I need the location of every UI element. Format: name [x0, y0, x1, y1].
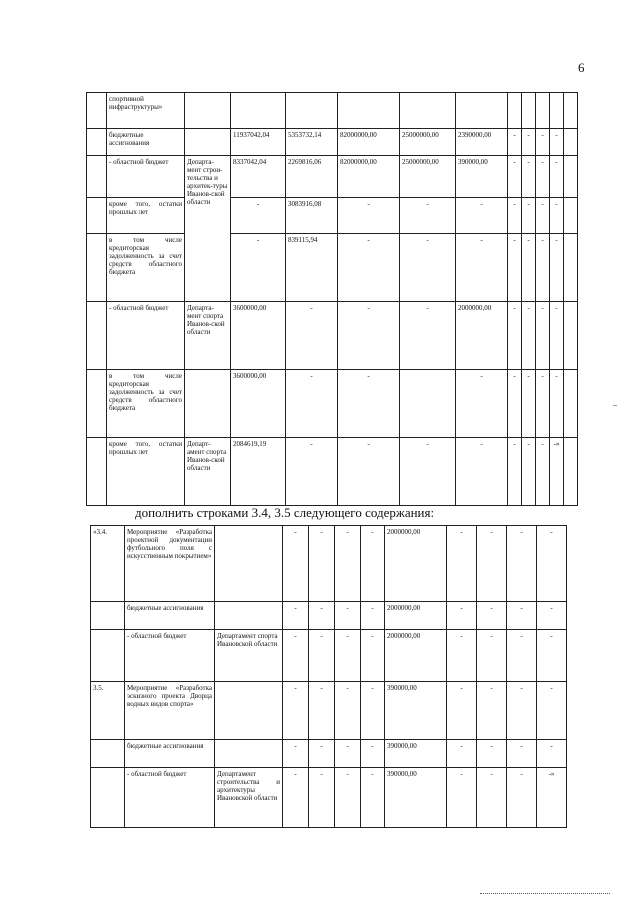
cell-value: -: [447, 682, 477, 740]
cell-value: -: [231, 198, 286, 234]
cell-value: 2000000,00: [385, 526, 447, 602]
row-number: [91, 602, 125, 630]
cell-value: -: [309, 740, 335, 768]
cell-value: -: [400, 438, 456, 506]
cell-value: -: [447, 630, 477, 682]
amendment-heading: дополнить строками 3.4, 3.5 следующего содержания:: [135, 505, 435, 520]
cell-value: -: [283, 602, 309, 630]
cell-value: -: [309, 768, 335, 828]
cell-value: -: [361, 768, 385, 828]
cell-department: Департамент спорта Ивановской области: [215, 630, 283, 682]
cell-value: -: [309, 682, 335, 740]
edge-mark: –: [613, 400, 617, 409]
table-row: [87, 129, 578, 156]
cell-value: -: [283, 526, 309, 602]
table-row: [87, 438, 578, 506]
cell-department: [215, 602, 283, 630]
cell-value: -: [361, 630, 385, 682]
cell-description: бюджетные ассигнования: [107, 129, 185, 156]
cell-value: [400, 370, 456, 438]
cell-value: 2390000,00: [456, 129, 508, 156]
cell-value: -: [283, 740, 309, 768]
cell-value: -: [536, 198, 550, 234]
cell-value: -: [522, 302, 536, 370]
cell-value: -: [400, 234, 456, 302]
cell-value: -: [286, 302, 338, 370]
row-number: [91, 630, 125, 682]
cell: [231, 93, 286, 129]
cell: [536, 93, 550, 129]
cell-value: [564, 370, 578, 438]
cell-value: -: [456, 370, 508, 438]
cell-description: бюджетные ассигнования: [125, 602, 215, 630]
cell-description: в том числе кредиторская задолженность за счет средств областного бюджета: [107, 370, 185, 438]
cell-value: -: [309, 602, 335, 630]
cell-value: -»: [537, 768, 567, 828]
cell-value: -: [522, 129, 536, 156]
cell-value: -: [477, 630, 507, 682]
cell: [87, 198, 107, 234]
cell: [87, 156, 107, 198]
cell-value: 2000000,00: [456, 302, 508, 370]
cell-value: -: [536, 438, 550, 506]
row-number: «3.4.: [91, 526, 125, 602]
cell-value: -: [361, 740, 385, 768]
table-row: [87, 198, 578, 234]
new-rows-table: [90, 525, 567, 828]
cell-value: -: [536, 234, 550, 302]
cell-value: -: [400, 302, 456, 370]
table-row: [87, 234, 578, 302]
cell-description: Мероприятие «Разработка проектной документации футбольного поля с искусственным покрытием»: [125, 526, 215, 602]
cell-department: [185, 370, 231, 438]
cell-value: -: [309, 630, 335, 682]
cell-value: -: [522, 438, 536, 506]
cell-value: 3600000,00: [231, 302, 286, 370]
cell-value: -: [335, 682, 361, 740]
cell-department: [215, 526, 283, 602]
cell-department: [215, 740, 283, 768]
cell-value: -: [477, 602, 507, 630]
cell-value: [564, 129, 578, 156]
cell-value: -: [522, 370, 536, 438]
cell-department: [215, 682, 283, 740]
cell-description: - областной бюджет: [107, 302, 185, 370]
cell-value: -: [286, 438, 338, 506]
cell-value: 2000000,00: [385, 602, 447, 630]
cell-department: Департамент строительства и архитектуры Ивановской области: [215, 768, 283, 828]
cell-value: -»: [550, 438, 564, 506]
row-number: 3.5.: [91, 682, 125, 740]
cell-value: -: [536, 302, 550, 370]
cell-value: 2000000,00: [385, 630, 447, 682]
cell-value: -: [456, 438, 508, 506]
cell: [185, 93, 231, 129]
cell-value: -: [537, 740, 567, 768]
cell-value: -: [338, 198, 400, 234]
cell-department: Департ-амент спорта Иванов-ской области: [185, 438, 231, 506]
cell-value: -: [361, 602, 385, 630]
cell-value: -: [338, 370, 400, 438]
cell: [550, 93, 564, 129]
cell: [508, 93, 522, 129]
cell-value: -: [231, 234, 286, 302]
cell-value: -: [507, 740, 537, 768]
cell: [456, 93, 508, 129]
cell-value: -: [283, 682, 309, 740]
cell-value: [564, 198, 578, 234]
cell-value: -: [522, 198, 536, 234]
cell-value: -: [522, 234, 536, 302]
table-row: [91, 768, 567, 828]
cell-value: -: [456, 198, 508, 234]
cell-value: -: [361, 526, 385, 602]
cell-value: -: [508, 438, 522, 506]
cell-value: -: [400, 198, 456, 234]
cell: [87, 93, 107, 129]
cell: [87, 438, 107, 506]
table-row: [87, 93, 578, 129]
footer-dotted-line: [480, 893, 610, 894]
cell-value: 839115,94: [286, 234, 338, 302]
cell-value: -: [335, 630, 361, 682]
cell: [564, 93, 578, 129]
cell-description: Мероприятие «Разработка эскизного проекта Дворца водных видов спорта»: [125, 682, 215, 740]
cell-value: -: [447, 768, 477, 828]
cell-value: -: [335, 768, 361, 828]
cell-description: бюджетные ассигнования: [125, 740, 215, 768]
table-row: [91, 602, 567, 630]
cell-value: -: [550, 302, 564, 370]
cell-value: -: [338, 234, 400, 302]
cell-value: -: [537, 630, 567, 682]
cell-value: -: [507, 682, 537, 740]
cell-department: [185, 129, 231, 156]
cell-description: в том числе кредиторская задолженность за счет средств областного бюджета: [107, 234, 185, 302]
cell-value: -: [335, 602, 361, 630]
cell: [338, 93, 400, 129]
cell-value: -: [335, 740, 361, 768]
cell-value: -: [338, 302, 400, 370]
table-row: [91, 682, 567, 740]
cell-value: -: [309, 526, 335, 602]
cell-value: -: [335, 526, 361, 602]
cell-value: -: [283, 630, 309, 682]
cell-value: -: [477, 526, 507, 602]
cell-description: - областной бюджет: [107, 156, 185, 198]
cell-value: 2084619,19: [231, 438, 286, 506]
cell-value: 390000,00: [456, 156, 508, 198]
cell-value: -: [508, 156, 522, 198]
row-number: [91, 768, 125, 828]
cell-value: -: [507, 768, 537, 828]
cell-value: -: [536, 156, 550, 198]
cell-value: 25000000,00: [400, 156, 456, 198]
cell-value: -: [508, 302, 522, 370]
budget-table-continued: [86, 92, 578, 506]
cell-description: - областной бюджет: [125, 768, 215, 828]
cell-value: -: [283, 768, 309, 828]
cell-value: -: [338, 438, 400, 506]
table-row: [91, 630, 567, 682]
cell-value: -: [536, 370, 550, 438]
cell-value: -: [550, 198, 564, 234]
cell-value: -: [507, 602, 537, 630]
cell-value: -: [550, 234, 564, 302]
cell-value: 2269816,06: [286, 156, 338, 198]
cell-value: -: [447, 740, 477, 768]
cell-value: 390000,00: [385, 768, 447, 828]
cell-value: 8337042,04: [231, 156, 286, 198]
cell-value: -: [286, 370, 338, 438]
cell: [87, 129, 107, 156]
cell-value: -: [537, 526, 567, 602]
cell-value: [564, 156, 578, 198]
cell-value: -: [550, 129, 564, 156]
cell-value: 3083916,08: [286, 198, 338, 234]
table-row: [87, 370, 578, 438]
cell-description: спортивной инфраструктуры»: [107, 93, 185, 129]
cell-value: -: [507, 630, 537, 682]
table-row: [91, 526, 567, 602]
cell-value: [564, 438, 578, 506]
cell-department: Департа-мент спорта Иванов-ской области: [185, 302, 231, 370]
cell-value: 82000000,00: [338, 129, 400, 156]
cell-value: -: [508, 370, 522, 438]
cell-value: -: [508, 198, 522, 234]
cell-department: Департа-мент строи-тельства и архитек-туры Иванов-ской области: [185, 156, 231, 302]
cell-value: -: [550, 370, 564, 438]
cell-value: -: [508, 129, 522, 156]
cell-value: 25000000,00: [400, 129, 456, 156]
cell-value: 390000,00: [385, 740, 447, 768]
cell-description: кроме того, остатки прошлых лет: [107, 438, 185, 506]
cell-value: -: [507, 526, 537, 602]
cell: [87, 234, 107, 302]
cell-value: 5353732,14: [286, 129, 338, 156]
cell-value: -: [522, 156, 536, 198]
cell-value: -: [447, 526, 477, 602]
table-row: [87, 156, 578, 198]
cell-value: -: [536, 129, 550, 156]
cell-description: кроме того, остатки прошлых лет: [107, 198, 185, 234]
cell-value: -: [477, 768, 507, 828]
cell-description: - областной бюджет: [125, 630, 215, 682]
cell-value: -: [477, 740, 507, 768]
cell-value: 11937042,04: [231, 129, 286, 156]
cell-value: [564, 234, 578, 302]
cell-value: -: [456, 234, 508, 302]
cell-value: -: [537, 682, 567, 740]
table-row: [87, 302, 578, 370]
cell-value: [564, 302, 578, 370]
cell-value: -: [537, 602, 567, 630]
cell-value: -: [550, 156, 564, 198]
cell-value: 390000,00: [385, 682, 447, 740]
cell: [286, 93, 338, 129]
cell: [87, 302, 107, 370]
cell-value: 82000000,00: [338, 156, 400, 198]
cell: [400, 93, 456, 129]
cell-value: -: [508, 234, 522, 302]
page-number: 6: [578, 60, 585, 75]
cell-value: -: [477, 682, 507, 740]
row-number: [91, 740, 125, 768]
cell-value: 3600000,00: [231, 370, 286, 438]
cell: [522, 93, 536, 129]
cell-value: -: [447, 602, 477, 630]
table-row: [91, 740, 567, 768]
cell-value: -: [361, 682, 385, 740]
cell: [87, 370, 107, 438]
